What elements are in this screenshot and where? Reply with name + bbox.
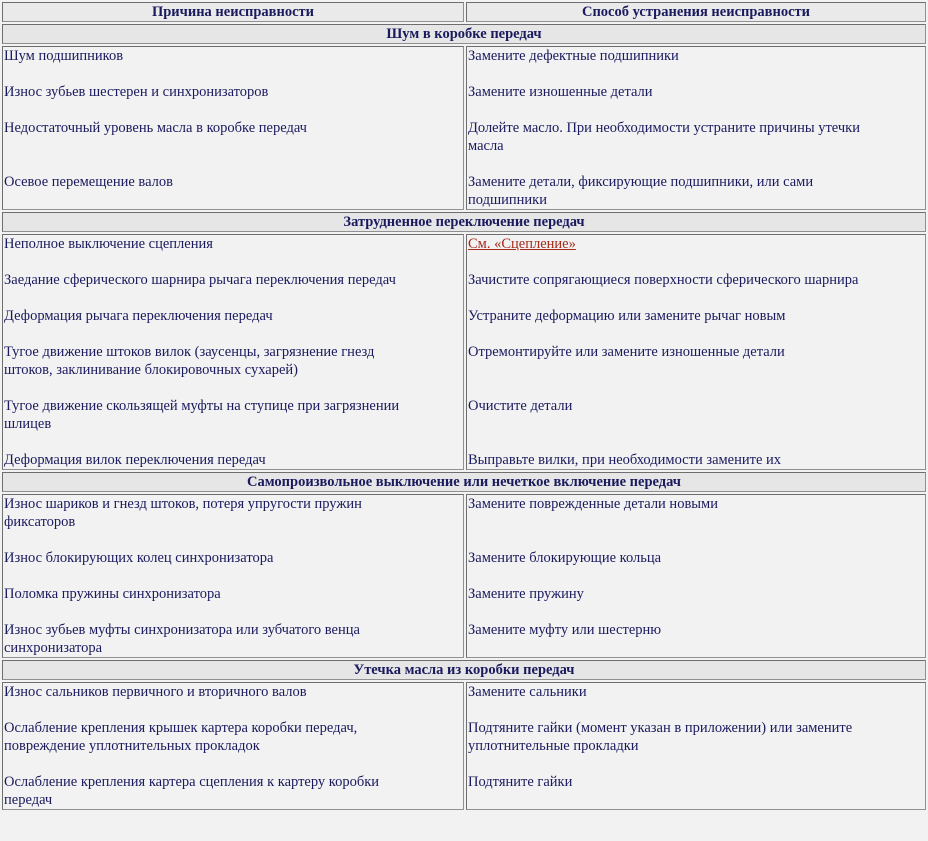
section-header-row (2, 212, 926, 232)
item-line: шлицев (4, 416, 52, 432)
cause-item (4, 495, 462, 531)
item-line: Ослабление крепления крышек картера коробки передач, (4, 720, 358, 736)
cause-item (4, 397, 462, 433)
item-line: штоков, заклинивание блокировочных сухарей) (4, 362, 298, 378)
item-line: Устраните деформацию или замените рычаг новым (468, 308, 786, 324)
item-line (4, 191, 462, 209)
section-content-row (2, 46, 926, 210)
item-line: Заедание сферического шарнира рычага переключения передач (4, 272, 396, 288)
item-line (468, 361, 924, 379)
item-line: Замените блокирующие кольца (468, 550, 662, 566)
remedy-item (468, 343, 924, 379)
cause-item (4, 343, 462, 379)
clutch-link[interactable] (468, 235, 924, 253)
causes-cell (2, 682, 464, 810)
cause-item (4, 235, 462, 253)
section-content-row (2, 494, 926, 658)
section-title: Шум в коробке передач (2, 24, 926, 44)
item-line: Износ шариков и гнезд штоков, потеря упругости пружин (4, 496, 362, 512)
item-line: Деформация рычага переключения передач (4, 308, 273, 324)
header-remedy: Способ устранения неисправности (466, 2, 926, 22)
remedy-item (468, 119, 924, 155)
item-line: Замените сальники (468, 684, 587, 700)
remedies-cell (466, 46, 926, 210)
remedy-item[interactable] (468, 235, 924, 253)
clutch-link-text[interactable]: См. «Сцепление» (468, 236, 576, 252)
cause-item (4, 119, 462, 155)
cause-item (4, 307, 462, 325)
item-line: синхронизатора (4, 640, 103, 656)
remedies-cell (466, 234, 926, 470)
item-line: Зачистите сопрягающиеся поверхности сферического шарнира (468, 272, 859, 288)
item-line: повреждение уплотнительных прокладок (4, 738, 260, 754)
causes-cell (2, 494, 464, 658)
cause-item (4, 683, 462, 701)
item-line: Подтяните гайки (момент указан в приложении) или замените (468, 720, 853, 736)
item-line: Очистите детали (468, 398, 573, 414)
remedy-item (468, 773, 924, 809)
cause-item (4, 271, 462, 289)
cause-item (4, 47, 462, 65)
section-header-row (2, 24, 926, 44)
item-line: Износ блокирующих колец синхронизатора (4, 550, 274, 566)
item-line (468, 415, 924, 433)
item-line: Шум подшипников (4, 48, 124, 64)
cause-item (4, 773, 462, 809)
item-line: Износ зубьев шестерен и синхронизаторов (4, 84, 269, 100)
item-line: Деформация вилок переключения передач (4, 452, 266, 468)
item-line: Замените детали, фиксирующие подшипники, или сами (468, 174, 814, 190)
item-line: масла (468, 138, 504, 154)
item-line: Подтяните гайки (468, 774, 573, 790)
remedy-item (468, 47, 924, 65)
item-line: Долейте масло. При необходимости устраните причины утечки (468, 120, 860, 136)
item-line: Недостаточный уровень масла в коробке передач (4, 120, 307, 136)
section-header-row (2, 472, 926, 492)
item-line: Замените муфту или шестерню (468, 622, 662, 638)
item-line: Износ сальников первичного и вторичного валов (4, 684, 307, 700)
item-line: Ослабление крепления картера сцепления к картеру коробки (4, 774, 380, 790)
item-line (468, 639, 924, 657)
remedy-item (468, 549, 924, 567)
header-cause: Причина неисправности (2, 2, 464, 22)
causes-cell (2, 234, 464, 470)
cause-item (4, 451, 462, 469)
item-line: Замените дефектные подшипники (468, 48, 679, 64)
section-header-row (2, 660, 926, 680)
remedy-item (468, 683, 924, 701)
cause-item (4, 585, 462, 603)
causes-cell (2, 46, 464, 210)
item-line: Замените пружину (468, 586, 584, 602)
item-line (4, 137, 462, 155)
remedy-item (468, 83, 924, 101)
item-line: Износ зубьев муфты синхронизатора или зубчатого венца (4, 622, 360, 638)
item-line: подшипники (468, 192, 547, 208)
item-line (468, 513, 924, 531)
cause-item (4, 173, 462, 209)
item-line: фиксаторов (4, 514, 76, 530)
cause-item (4, 719, 462, 755)
item-line: Замените изношенные детали (468, 84, 653, 100)
section-content-row (2, 234, 926, 470)
header-row (2, 2, 926, 22)
remedies-cell (466, 682, 926, 810)
remedy-item (468, 451, 924, 469)
item-line: Выправьте вилки, при необходимости замените их (468, 452, 782, 468)
cause-item (4, 621, 462, 657)
item-line: уплотнительные прокладки (468, 738, 639, 754)
item-line: Замените поврежденные детали новыми (468, 496, 718, 512)
item-line: Поломка пружины синхронизатора (4, 586, 221, 602)
item-line: Отремонтируйте или замените изношенные детали (468, 344, 785, 360)
item-line: Неполное выключение сцепления (4, 236, 213, 252)
remedy-item (468, 271, 924, 289)
section-title: Затрудненное переключение передач (2, 212, 926, 232)
section-title: Самопроизвольное выключение или нечеткое включение передач (2, 472, 926, 492)
remedy-item (468, 621, 924, 657)
item-line: Тугое движение скользящей муфты на ступице при загрязнении (4, 398, 400, 414)
cause-item (4, 549, 462, 567)
remedies-cell (466, 494, 926, 658)
item-line: Тугое движение штоков вилок (заусенцы, загрязнение гнезд (4, 344, 375, 360)
remedy-item (468, 585, 924, 603)
item-line (468, 791, 924, 809)
section-title: Утечка масла из коробки передач (2, 660, 926, 680)
item-line: Осевое перемещение валов (4, 174, 173, 190)
remedy-item (468, 719, 924, 755)
cause-item (4, 83, 462, 101)
remedy-item (468, 495, 924, 531)
remedy-item (468, 397, 924, 433)
remedy-item (468, 307, 924, 325)
remedy-item (468, 173, 924, 209)
section-content-row (2, 682, 926, 810)
item-line: передач (4, 792, 53, 808)
